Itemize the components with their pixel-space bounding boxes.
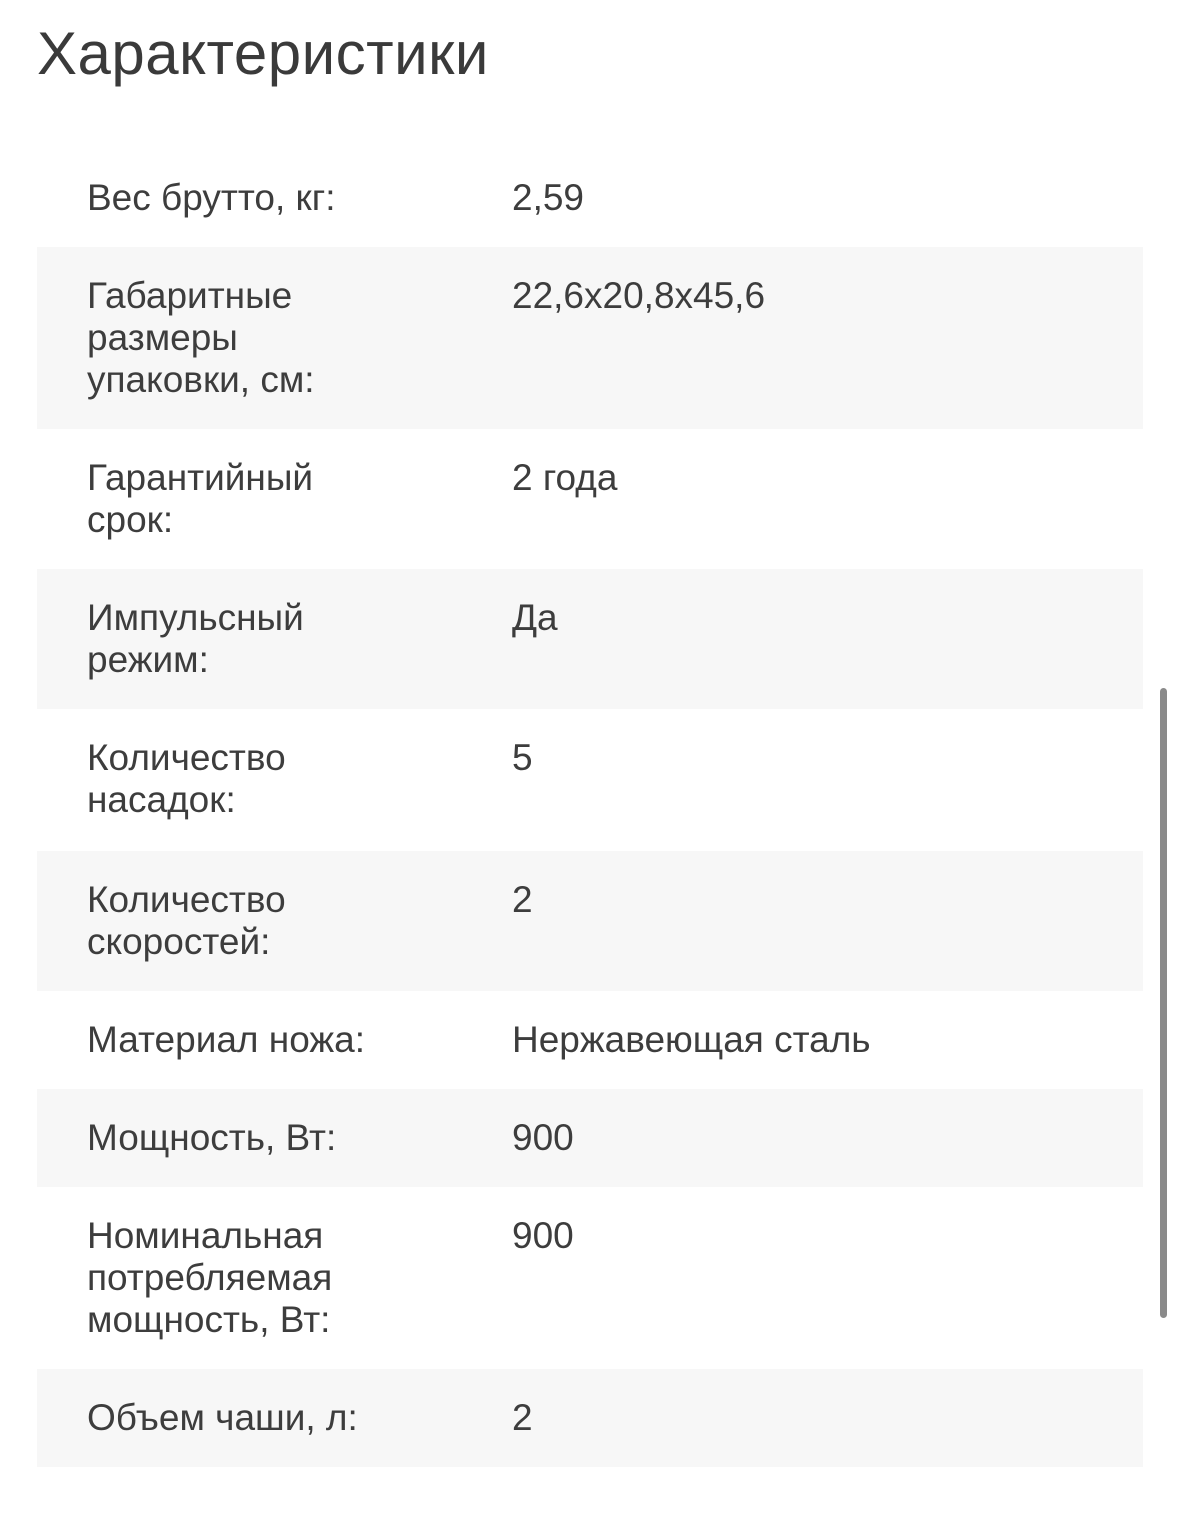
spec-row-attachments-count [37, 709, 1143, 851]
spec-value: 22,6x20,8x45,6 [512, 275, 766, 316]
spec-row-bowl-volume [37, 1369, 1143, 1467]
spec-value: 2,59 [512, 177, 585, 218]
spec-label: Объем чаши, л: [87, 1397, 358, 1438]
spec-row-warranty [37, 429, 1143, 569]
spec-value: 5 [512, 737, 533, 778]
spec-label: Мощность, Вт: [87, 1117, 337, 1158]
spec-row-gross-weight [37, 145, 1143, 247]
spec-value: 2 года [512, 457, 618, 498]
page-title: Характеристики [37, 20, 489, 87]
spec-value: 2 [512, 1397, 533, 1438]
spec-value: Да [512, 597, 558, 638]
spec-value: 900 [512, 1117, 574, 1158]
spec-row-blade-material [37, 991, 1143, 1089]
spec-label: Габаритные размеры упаковки, см: [87, 275, 315, 400]
spec-row-power [37, 1089, 1143, 1187]
spec-row-rated-power [37, 1187, 1143, 1369]
specs-table [37, 145, 1143, 1467]
spec-row-speeds-count [37, 851, 1143, 991]
spec-value: Нержавеющая сталь [512, 1019, 871, 1060]
spec-label: Вес брутто, кг: [87, 177, 336, 218]
spec-row-pulse-mode [37, 569, 1143, 709]
spec-label: Гарантийный срок: [87, 457, 314, 540]
spec-label: Количество насадок: [87, 737, 286, 820]
spec-label: Номинальная потребляемая мощность, Вт: [87, 1215, 333, 1340]
spec-label: Импульсный режим: [87, 597, 304, 680]
spec-value: 900 [512, 1215, 574, 1256]
vertical-scrollbar[interactable] [1160, 688, 1167, 1318]
spec-row-package-dimensions [37, 247, 1143, 429]
spec-label: Количество скоростей: [87, 879, 286, 962]
spec-label: Материал ножа: [87, 1019, 366, 1060]
spec-value: 2 [512, 879, 533, 920]
